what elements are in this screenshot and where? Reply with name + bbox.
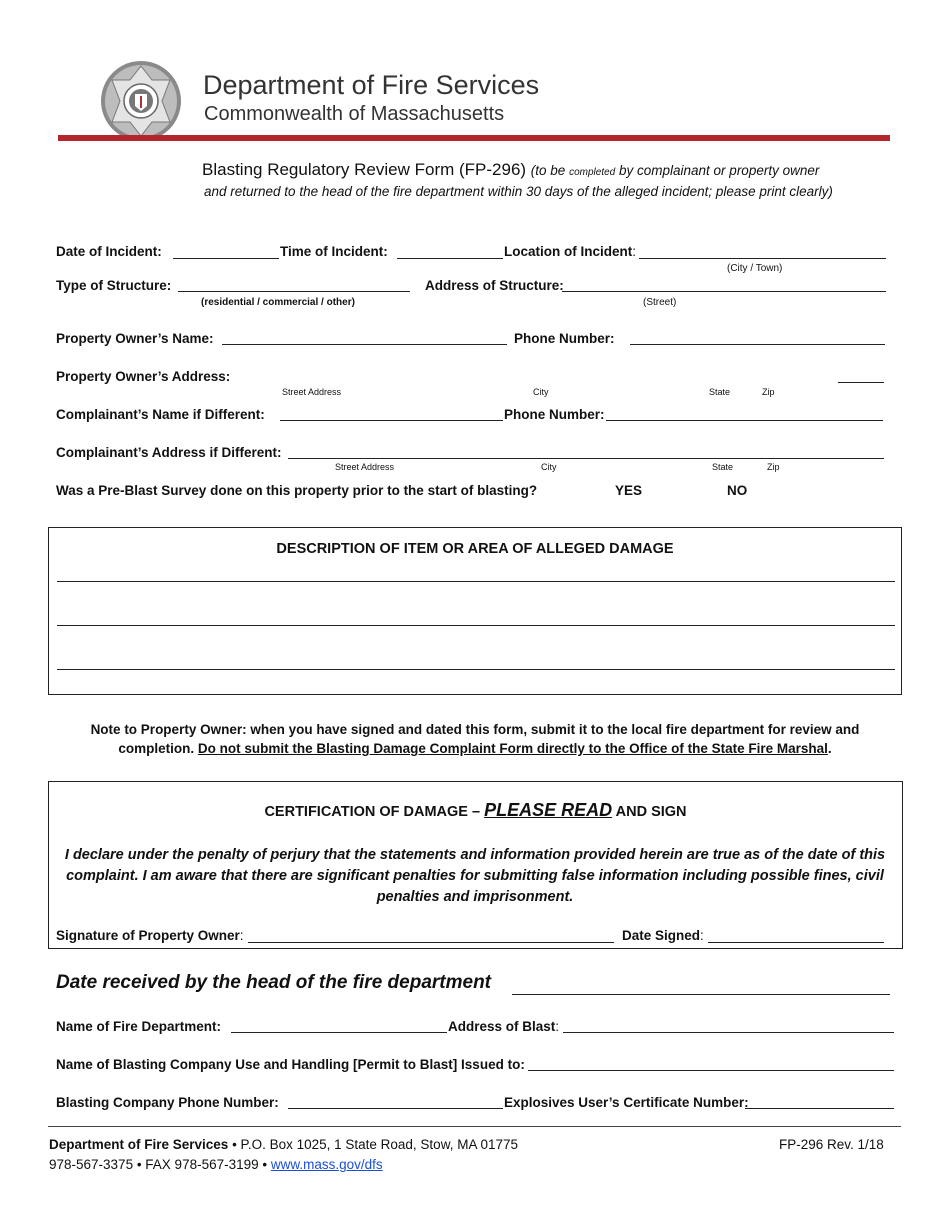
date-signed-label: [622, 928, 704, 943]
street-hint: (Street): [643, 297, 677, 308]
signature-label: [56, 928, 244, 943]
owner-address-spacer: [234, 382, 834, 383]
commonwealth-name: Commonwealth of Massachusetts: [204, 103, 505, 125]
complainant-zip-hint: Zip: [767, 462, 780, 472]
signature-input[interactable]: [248, 942, 614, 943]
address-blast-text: Address of Blast: [448, 1019, 556, 1034]
date-signed-label-text: Date Signed: [622, 928, 701, 943]
blasting-company-label: Name of Blasting Company Use and Handling [Permit to Blast] Issued to:: [56, 1057, 525, 1072]
note-text: Note to Property Owner: when you have signed and dated this form, submit it to the local fire department for review and completion.: [90, 722, 860, 756]
location-label-text: Location of Incident: [504, 244, 633, 259]
date-signed-input[interactable]: [708, 942, 884, 943]
signature-colon: :: [239, 928, 244, 943]
damage-box-title: DESCRIPTION OF ITEM OR AREA OF ALLEGED DAMAGE: [276, 541, 674, 557]
complainant-address-label: Complainant’s Address if Different:: [56, 445, 282, 460]
damage-description-box: [48, 527, 902, 695]
form-title: [202, 160, 819, 180]
complainant-phone-label: Phone Number:: [504, 407, 605, 422]
certification-statement: I declare under the penalty of perjury that the statements and information provided herein are true as of the date of this complaint. I am aware that there are significant penalties for submitting false information including possible fines, civil penalties and imprisonment.: [64, 847, 886, 905]
owner-city-hint: City: [533, 387, 549, 397]
address-of-blast-input[interactable]: [563, 1032, 894, 1033]
company-phone-input[interactable]: [288, 1108, 503, 1109]
form-name: Blasting Regulatory Review Form (FP-296): [202, 160, 527, 179]
owner-street-hint: Street Address: [282, 387, 342, 397]
blasting-company-input[interactable]: [528, 1070, 894, 1071]
owner-address-label: Property Owner’s Address:: [56, 369, 231, 384]
cert-title-emphasis: PLEASE READ: [484, 800, 613, 820]
date-received-input[interactable]: [512, 994, 890, 995]
certificate-number-input[interactable]: [745, 1108, 894, 1109]
date-signed-colon: :: [700, 928, 704, 943]
complainant-city-hint: City: [541, 462, 557, 472]
preblast-no-option[interactable]: NO: [727, 483, 748, 498]
cert-title-pre: CERTIFICATION OF DAMAGE –: [264, 804, 485, 820]
note-end: .: [827, 741, 832, 756]
owner-address-input[interactable]: [838, 382, 884, 383]
complainant-name-input[interactable]: [280, 420, 503, 421]
date-received-label: Date received by the head of the fire department: [56, 972, 492, 993]
fire-dept-name-label: Name of Fire Department:: [56, 1019, 222, 1034]
certification-title: [50, 800, 901, 821]
damage-line[interactable]: [57, 625, 895, 626]
location-of-incident-label: [504, 244, 636, 259]
address-blast-colon: :: [555, 1019, 560, 1034]
complainant-address-input[interactable]: [288, 458, 884, 459]
address-of-blast-label: [448, 1019, 559, 1034]
header-red-bar: [58, 135, 890, 141]
note-warning: Do not submit the Blasting Damage Complaint Form directly to the Office of the State Fire Marshal: [197, 741, 828, 756]
owner-zip-hint: Zip: [762, 387, 775, 397]
owner-note: [60, 720, 890, 758]
signature-label-text: Signature of Property Owner: [56, 928, 240, 943]
cert-title-post: AND SIGN: [612, 804, 687, 820]
company-phone-label: Blasting Company Phone Number:: [56, 1095, 279, 1110]
certificate-number-label: Explosives User’s Certificate Number:: [504, 1095, 749, 1110]
footer-address: [49, 1137, 518, 1152]
dfs-seal-logo: [100, 60, 182, 142]
time-of-incident-label: Time of Incident:: [280, 244, 388, 259]
preblast-yes-option[interactable]: YES: [615, 483, 643, 498]
date-of-incident-label: Date of Incident:: [56, 244, 162, 259]
complainant-street-hint: Street Address: [335, 462, 395, 472]
instruction-small: completed: [569, 167, 616, 178]
footer-address-text: • P.O. Box 1025, 1 State Road, Stow, MA 01775: [228, 1137, 518, 1152]
form-revision: FP-296 Rev. 1/18: [779, 1137, 884, 1152]
type-of-structure-label: Type of Structure:: [56, 278, 172, 293]
address-of-structure-input[interactable]: [562, 291, 886, 292]
structure-type-hint: (residential / commercial / other): [201, 297, 355, 308]
form-instructions: and returned to the head of the fire department within 30 days of the alleged incident; please print clearly): [204, 184, 833, 199]
department-name: Department of Fire Services: [203, 70, 540, 100]
location-of-incident-input[interactable]: [639, 258, 886, 259]
owner-phone-label: Phone Number:: [514, 331, 615, 346]
damage-line[interactable]: [57, 669, 895, 670]
preblast-question: Was a Pre-Blast Survey done on this property prior to the start of blasting?: [56, 483, 538, 498]
footer-dept: Department of Fire Services: [49, 1137, 229, 1152]
damage-line[interactable]: [57, 581, 895, 582]
footer-divider: [48, 1126, 901, 1127]
instruction-pre: (to be: [530, 163, 566, 178]
time-of-incident-input[interactable]: [397, 258, 503, 259]
owner-phone-input[interactable]: [630, 344, 885, 345]
location-colon: :: [632, 244, 637, 259]
dfs-website-link[interactable]: www.mass.gov/dfs: [270, 1157, 383, 1172]
owner-name-label: Property Owner’s Name:: [56, 331, 214, 346]
footer-contact: [49, 1157, 383, 1172]
type-of-structure-input[interactable]: [178, 291, 410, 292]
footer-phones: 978-567-3375 • FAX 978-567-3199 •: [49, 1157, 271, 1172]
address-of-structure-label: Address of Structure:: [425, 278, 564, 293]
complainant-state-hint: State: [712, 462, 734, 472]
fire-dept-name-input[interactable]: [231, 1032, 447, 1033]
owner-state-hint: State: [709, 387, 731, 397]
owner-name-input[interactable]: [222, 344, 507, 345]
date-of-incident-input[interactable]: [173, 258, 279, 259]
complainant-phone-input[interactable]: [606, 420, 883, 421]
instruction-post: by complainant or property owner: [619, 163, 820, 178]
complainant-name-label: Complainant’s Name if Different:: [56, 407, 265, 422]
city-town-hint: (City / Town): [727, 263, 783, 274]
